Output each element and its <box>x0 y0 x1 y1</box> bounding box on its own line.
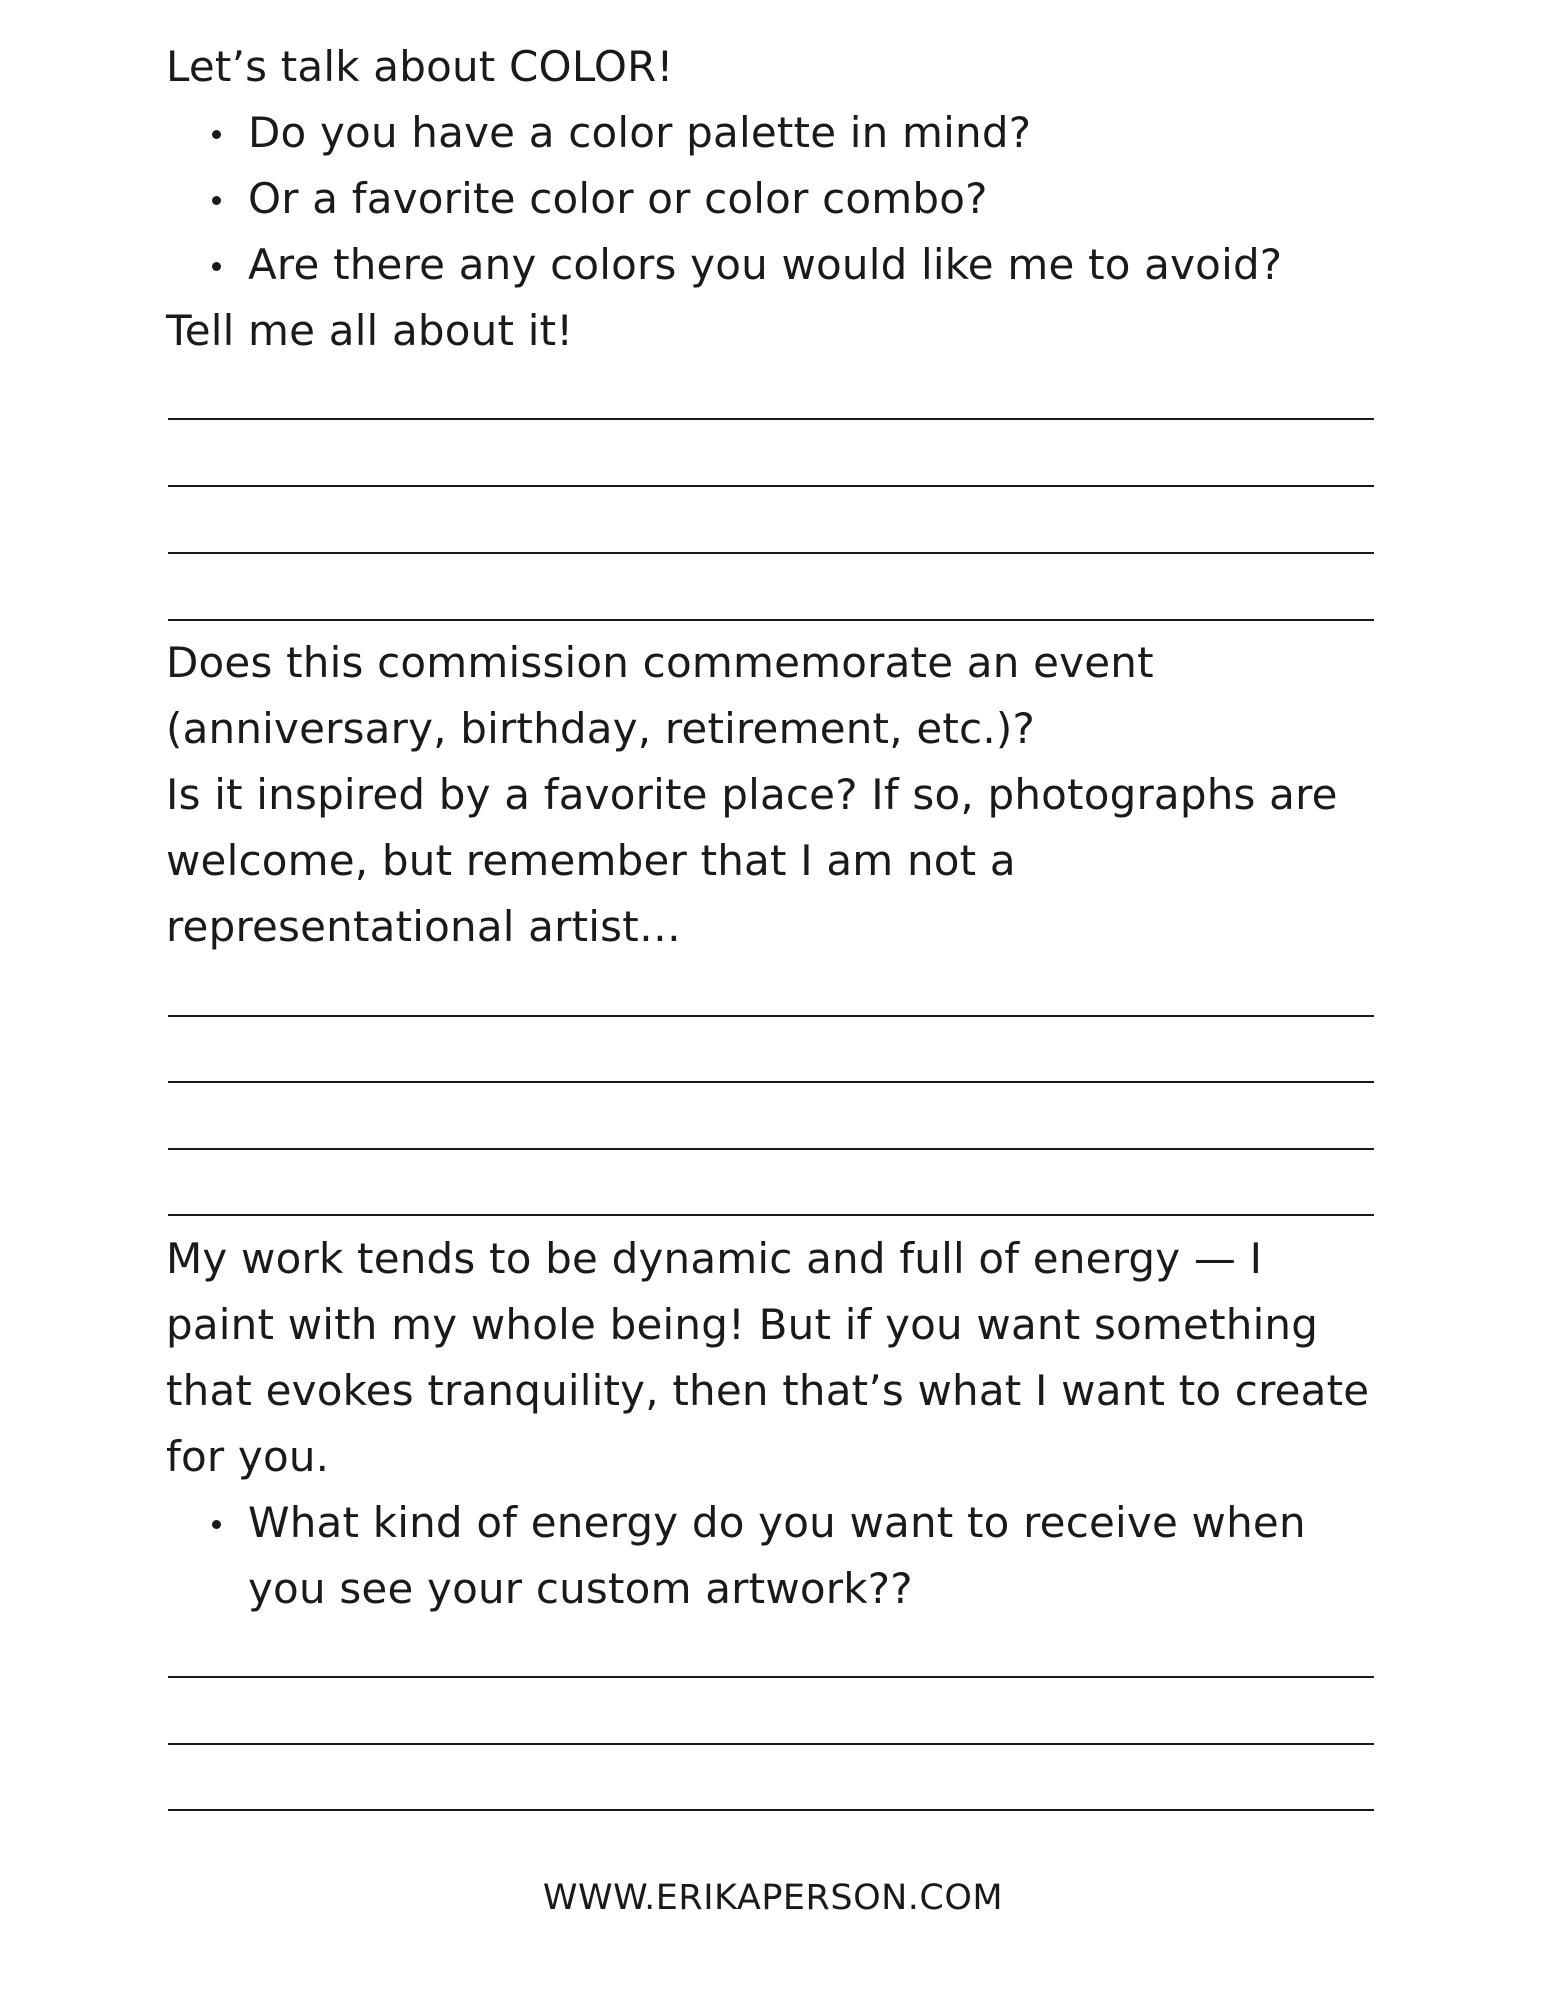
color-section <box>166 34 1376 364</box>
answer-line[interactable] <box>168 619 1374 621</box>
energy-section <box>166 1226 1376 1622</box>
answer-line[interactable] <box>168 552 1374 554</box>
website-footer[interactable]: WWW.ERIKAPERSON.COM <box>542 1878 1004 1918</box>
energy-question-list <box>166 1490 1376 1622</box>
color-heading: Let’s talk about COLOR! <box>166 42 674 91</box>
answer-line[interactable] <box>168 1809 1374 1811</box>
bullet-icon <box>212 196 221 205</box>
answer-line[interactable] <box>168 418 1374 420</box>
bullet-icon <box>212 262 221 271</box>
bullet-icon <box>212 130 221 139</box>
answer-line[interactable] <box>168 485 1374 487</box>
color-question-text: Are there any colors you would like me to avoid? <box>248 240 1283 289</box>
color-question-list <box>166 100 1376 298</box>
energy-intro: My work tends to be dynamic and full of energy — I paint with my whole being! But if you want something that evokes tranquility, then that’s what I want to create for you. <box>166 1234 1370 1481</box>
energy-question-item <box>166 1490 1376 1622</box>
place-question: Is it inspired by a favorite place? If so, photographs are welcome, but remember that I am not a representational artist… <box>166 770 1338 951</box>
answer-line[interactable] <box>168 1081 1374 1083</box>
bullet-icon <box>212 1520 221 1529</box>
answer-line[interactable] <box>168 1743 1374 1745</box>
event-question: Does this commission commemorate an event (anniversary, birthday, retirement, etc.)? <box>166 638 1154 753</box>
color-question-item <box>166 232 1376 298</box>
color-question-text: Do you have a color palette in mind? <box>248 108 1032 157</box>
answer-line[interactable] <box>168 1214 1374 1216</box>
color-question-item <box>166 166 1376 232</box>
color-closing: Tell me all about it! <box>166 306 574 355</box>
answer-line[interactable] <box>168 1148 1374 1150</box>
energy-question-text: What kind of energy do you want to receive when you see your custom artwork?? <box>248 1498 1306 1613</box>
event-section <box>166 630 1376 960</box>
answer-line[interactable] <box>168 1015 1374 1017</box>
color-question-item <box>166 100 1376 166</box>
answer-line[interactable] <box>168 1676 1374 1678</box>
color-question-text: Or a favorite color or color combo? <box>248 174 988 223</box>
